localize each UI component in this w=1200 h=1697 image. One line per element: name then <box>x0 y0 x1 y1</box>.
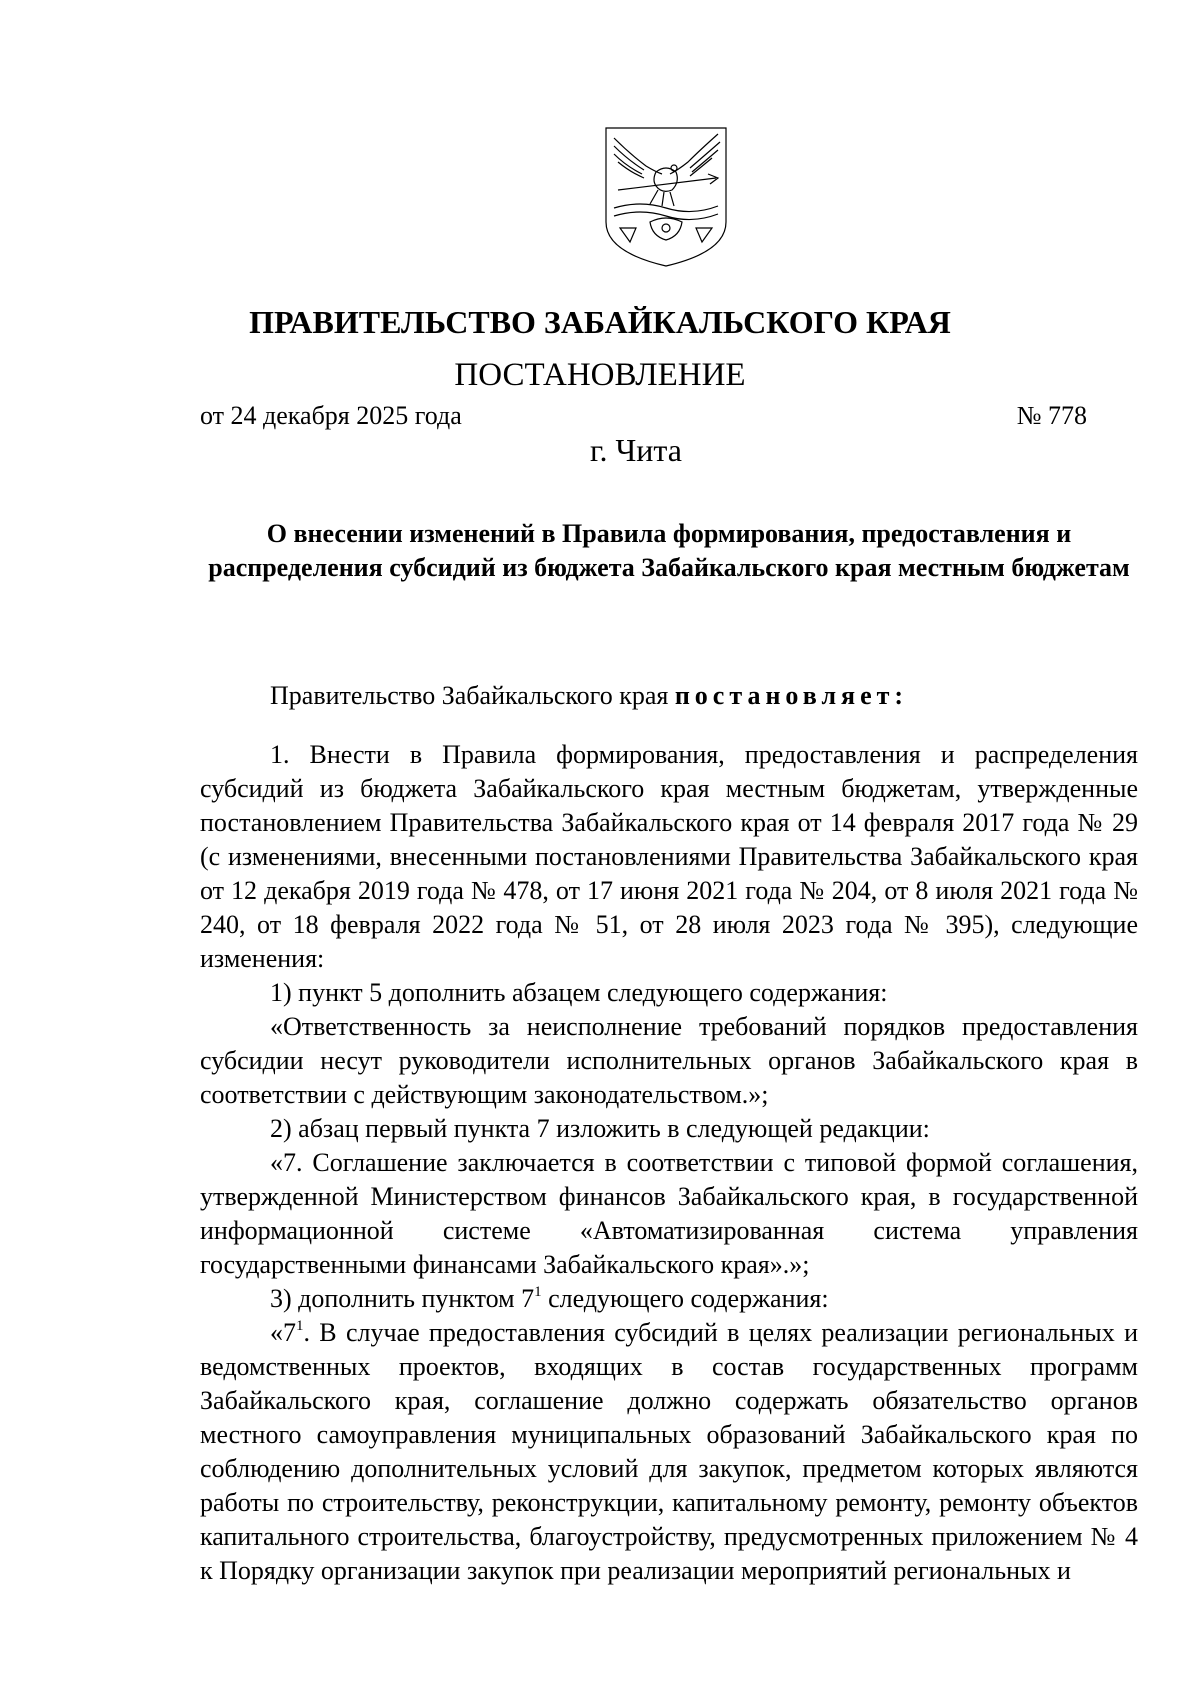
document-type: ПОСТАНОВЛЕНИЕ <box>454 357 746 393</box>
paragraph: 1) пункт 5 дополнить абзацем следующего содержания: <box>270 978 888 1007</box>
superscript: 1 <box>534 1284 542 1300</box>
document-subject: О внесении изменений в Правила формирования, предоставления и распределения субсидий из бюджета Забайкальского края местным бюджетам <box>208 519 1130 582</box>
paragraph <box>200 1316 1138 1588</box>
document-number: № 778 <box>1016 401 1087 430</box>
paragraph <box>200 1282 1138 1316</box>
paragraph: «7. Соглашение заключается в соответствии с типовой формой соглашения, утвержденной Министерством финансов Забайкальского края, в государственной информационной системе «Автоматизированная система управления государственными финансами Забайкальского края».»; <box>200 1148 1138 1279</box>
document-city: г. Чита <box>589 432 682 468</box>
organization-title: ПРАВИТЕЛЬСТВО ЗАБАЙКАЛЬСКОГО КРАЯ <box>249 304 951 340</box>
paragraph: «Ответственность за неисполнение требований порядков предоставления субсидии несут руководители исполнительных органов Забайкальского края в соответствии с действующим законодательством.»; <box>200 1012 1138 1109</box>
paragraph: 1. Внести в Правила формирования, предоставления и распределения субсидий из бюджета Забайкальского края местным бюджетам, утвержденные постановлением Правительства Забайкальского края от 14 февраля 2017 года № 29 (с изменениями, внесенными постановлениями Правительства Забайкальского края от 12 декабря 2019 года № 478, от 17 июня 2021 года № 204, от 8 июля 2021 года № 240, от 18 февраля 2022 года № 51, от 28 июля 2023 года № 395), следующие изменения: <box>200 740 1138 973</box>
paragraph-text: «7 <box>270 1318 296 1347</box>
coat-of-arms-icon <box>600 124 732 270</box>
decree-intro: Правительство Забайкальского края <box>270 681 675 710</box>
decree-keyword: постановляет: <box>674 681 909 710</box>
superscript: 1 <box>296 1318 304 1334</box>
paragraph-text: . В случае предоставления субсидий в целях реализации региональных и ведомственных проектов, входящих в состав государственных программ Забайкальского края, соглашение должно содержать обязательство органов местного самоуправления муниципальных образований Забайкальского края по соблюдению дополнительных условий для закупок, предметом которых являются работы по строительству, реконструкции, капитальному ремонту, ремонту объектов капитального строительства, благоустройству, предусмотренных приложением № 4 к Порядку организации закупок при реализации мероприятий региональных и <box>200 1318 1138 1585</box>
document-body <box>200 679 1138 1588</box>
paragraph-text: 3) дополнить пунктом 7 <box>270 1284 535 1313</box>
paragraph: 2) абзац первый пункта 7 изложить в следующей редакции: <box>270 1114 930 1143</box>
decree-statement <box>200 679 1138 713</box>
paragraph-text: следующего содержания: <box>541 1284 829 1313</box>
document-date: от 24 декабря 2025 года <box>200 401 462 430</box>
